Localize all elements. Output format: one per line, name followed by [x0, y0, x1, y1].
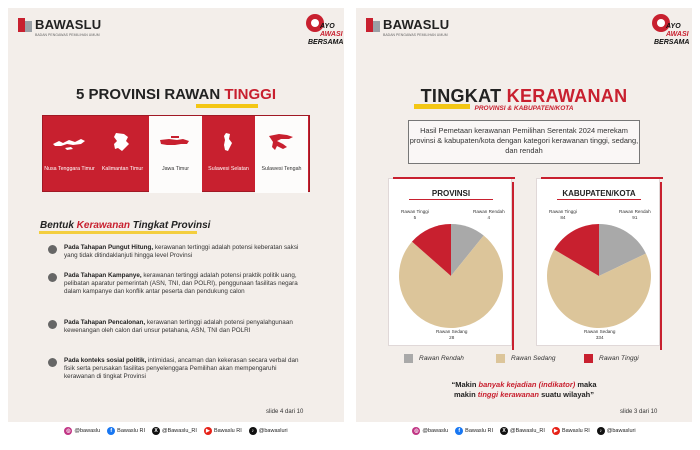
list-item	[48, 272, 308, 297]
pie-value: 91	[632, 214, 638, 220]
legend-label: Rawan Sedang	[511, 355, 556, 362]
social-item[interactable]	[152, 427, 197, 435]
province-cell	[96, 116, 149, 193]
bullet-text: kerawanan tertinggi adalah potensi penyalahgunaan kewenangan oleh calon dari unsur petahana, ASN, TNI dan POLRI	[64, 319, 293, 335]
section-title	[40, 220, 210, 231]
pie-label-rendah: Rawan Rendah 4	[473, 209, 505, 220]
campaign-badge	[304, 12, 342, 52]
pie-label-sedang: Rawan Sedang 334	[584, 329, 616, 340]
quote	[356, 380, 692, 400]
social-label: @bawaslu	[422, 428, 449, 434]
list-item	[48, 357, 308, 382]
bullet-text: kerawanan tertinggi adalah potensi praktik politik uang, pelibatan aparatur pemerintah (ASN, TNI, dan POLRI), penggunaan fasilitas negara dalam kampanye dan konflik antar peserta dan pendukung calon	[64, 272, 298, 296]
social-item[interactable]	[455, 427, 493, 435]
legend-item	[584, 354, 639, 363]
quote-text: makin	[453, 390, 478, 399]
bullet-dot-icon	[48, 273, 57, 282]
quote-highlight: banyak kejadian (indikator)	[478, 380, 576, 389]
chart-title: KABUPATEN/KOTA	[562, 189, 636, 198]
campaign-line-3: BERSAMA	[308, 39, 344, 46]
province-strip	[42, 115, 310, 192]
quote-text: suatu wilayah”	[539, 390, 595, 399]
list-item	[48, 244, 308, 260]
quote-text: “Makin	[451, 380, 479, 389]
province-cell	[202, 116, 255, 193]
section-prefix: Bentuk	[40, 220, 77, 231]
page-subtitle: PROVINSI & KABUPATEN/KOTA	[474, 105, 574, 112]
pie-value: 5	[413, 214, 417, 220]
x-icon: X	[500, 427, 508, 435]
list-item	[48, 319, 308, 335]
bullet-text: intimidasi, ancaman dan kekerasan secara verbal dan fisik serta perusakan fasilitas penyelenggara Pemilihan akan mempengaruhi kerawanan di tingkat Provinsi	[64, 357, 299, 381]
bawaslu-logo-icon	[366, 18, 380, 32]
legend-item	[404, 354, 464, 363]
slide-tingkat-kerawanan	[356, 8, 692, 440]
bullet-bold: Pada Tahapan Kampanye,	[64, 272, 142, 279]
province-cell	[255, 116, 308, 193]
province-label: Kalimantan Timur	[101, 166, 144, 172]
social-bar	[356, 422, 692, 440]
social-label: @bawasluri	[606, 428, 636, 434]
campaign-line-2: AWASI	[320, 31, 343, 38]
bullet-bold: Pada Tahapan Pencalonan,	[64, 319, 146, 326]
legend-swatch	[496, 354, 505, 363]
social-item[interactable]	[412, 427, 448, 435]
social-label: Bawaslu RI	[561, 428, 590, 434]
pie-chart	[537, 179, 661, 347]
brand-name: BAWASLU	[35, 17, 102, 32]
social-label: Bawaslu RI	[213, 428, 242, 434]
tiktok-icon: ♪	[249, 427, 257, 435]
social-item[interactable]	[597, 427, 636, 435]
x-icon: X	[152, 427, 160, 435]
tiktok-icon: ♪	[597, 427, 605, 435]
social-label: Bawaslu RI	[465, 428, 493, 434]
title-highlight-text: KERAWANAN	[506, 86, 628, 106]
slide-provinsi-rawan	[8, 8, 344, 440]
province-cell	[149, 116, 202, 193]
campaign-line-1: AYO	[666, 23, 681, 30]
page-title	[356, 86, 692, 107]
pie-value: 84	[560, 214, 566, 220]
province-label: Sulawesi Selatan	[208, 166, 249, 172]
brand-sub: BADAN PENGAWAS PEMILIHAN UMUM	[383, 33, 448, 37]
social-item[interactable]	[64, 427, 100, 435]
campaign-line-1: AYO	[320, 23, 335, 30]
province-label: Jawa Timur	[161, 166, 190, 172]
facebook-icon: f	[107, 427, 115, 435]
chart-legend	[404, 354, 664, 366]
social-label: @bawasluri	[258, 428, 288, 434]
social-item[interactable]	[107, 427, 145, 435]
social-label: @bawaslu	[74, 428, 101, 434]
title-highlight	[196, 104, 258, 108]
jatim-map-icon	[157, 132, 193, 152]
bullet-dot-icon	[48, 320, 57, 329]
chart-provinsi	[388, 178, 512, 346]
instagram-icon: ◎	[66, 428, 71, 434]
pie-value: 28	[449, 334, 455, 340]
pie-label-sedang: Rawan Sedang 28	[436, 329, 468, 340]
brand-name: BAWASLU	[383, 17, 450, 32]
bullet-bold: Pada konteks sosial politik,	[64, 357, 147, 364]
title-prefix: TINGKAT	[420, 86, 507, 106]
section-highlight-text: Kerawanan	[76, 220, 131, 231]
legend-swatch	[584, 354, 593, 363]
bawaslu-logo	[366, 17, 449, 32]
description-box: Hasil Pemetaan kerawanan Pemilihan Serentak 2024 merekam provinsi & kabupaten/kota dengan kategori kerawanan tinggi, sedang, dan rendah	[408, 120, 640, 164]
pie-label-tinggi: Rawan Tinggi 84	[549, 209, 577, 220]
pie-value: 4	[487, 214, 491, 220]
kaltim-map-icon	[104, 132, 140, 152]
province-cell	[43, 116, 96, 193]
legend-swatch	[404, 354, 413, 363]
social-bar	[8, 422, 344, 440]
title-highlight-text: TINGGI	[224, 86, 277, 103]
section-suffix: Tingkat Provinsi	[130, 220, 211, 231]
title-prefix: 5 PROVINSI RAWAN	[75, 86, 225, 103]
pie-value: 334	[595, 334, 604, 340]
bawaslu-logo-icon	[18, 18, 32, 32]
legend-label: Rawan Rendah	[419, 355, 464, 362]
social-label: @Bawaslu_RI	[510, 428, 545, 434]
social-label: @Bawaslu_RI	[162, 428, 197, 434]
chart-title: PROVINSI	[431, 189, 471, 198]
campaign-badge	[650, 12, 688, 52]
bullet-dot-icon	[48, 358, 57, 367]
pie-chart	[389, 179, 513, 347]
quote-text: maka	[575, 380, 597, 389]
facebook-icon: f	[455, 427, 463, 435]
bawaslu-logo	[18, 17, 101, 32]
campaign-line-3: BERSAMA	[654, 39, 690, 46]
social-item[interactable]	[249, 427, 288, 435]
slide-number: slide 3 dari 10	[620, 409, 658, 415]
social-item[interactable]	[500, 427, 545, 435]
section-highlight	[39, 231, 197, 234]
quote-highlight: tinggi kerawanan	[477, 390, 539, 399]
province-label: Nusa Tenggara Timur	[44, 166, 95, 172]
pie-label-tinggi: Rawan Tinggi 5	[401, 209, 429, 220]
slide-number: slide 4 dari 10	[266, 409, 304, 415]
page-title	[8, 86, 344, 103]
province-label: Sulawesi Tengah	[261, 166, 302, 172]
instagram-icon: ◎	[414, 428, 419, 434]
social-item[interactable]	[552, 427, 590, 435]
social-item[interactable]	[204, 427, 242, 435]
sulsel-map-icon	[210, 132, 246, 152]
pie-label-rendah: Rawan Rendah 91	[619, 209, 651, 220]
chart-kabupaten-kota	[536, 178, 660, 346]
bullet-dot-icon	[48, 245, 57, 254]
bullet-text: kerawanan tertinggi adalah potensi keberatan saksi yang tidak ditindaklanjuti hingga level Provinsi	[64, 244, 299, 260]
brand-sub: BADAN PENGAWAS PEMILIHAN UMUM	[35, 33, 100, 37]
legend-item	[496, 354, 555, 363]
youtube-icon: ▶	[204, 427, 212, 435]
youtube-icon: ▶	[552, 427, 560, 435]
campaign-line-2: AWASI	[666, 31, 689, 38]
legend-label: Rawan Tinggi	[599, 355, 639, 362]
bullet-bold: Pada Tahapan Pungut Hitung,	[64, 244, 154, 251]
ntt-map-icon	[51, 132, 87, 152]
social-label: Bawaslu RI	[117, 428, 145, 434]
sulteng-map-icon	[263, 132, 299, 152]
